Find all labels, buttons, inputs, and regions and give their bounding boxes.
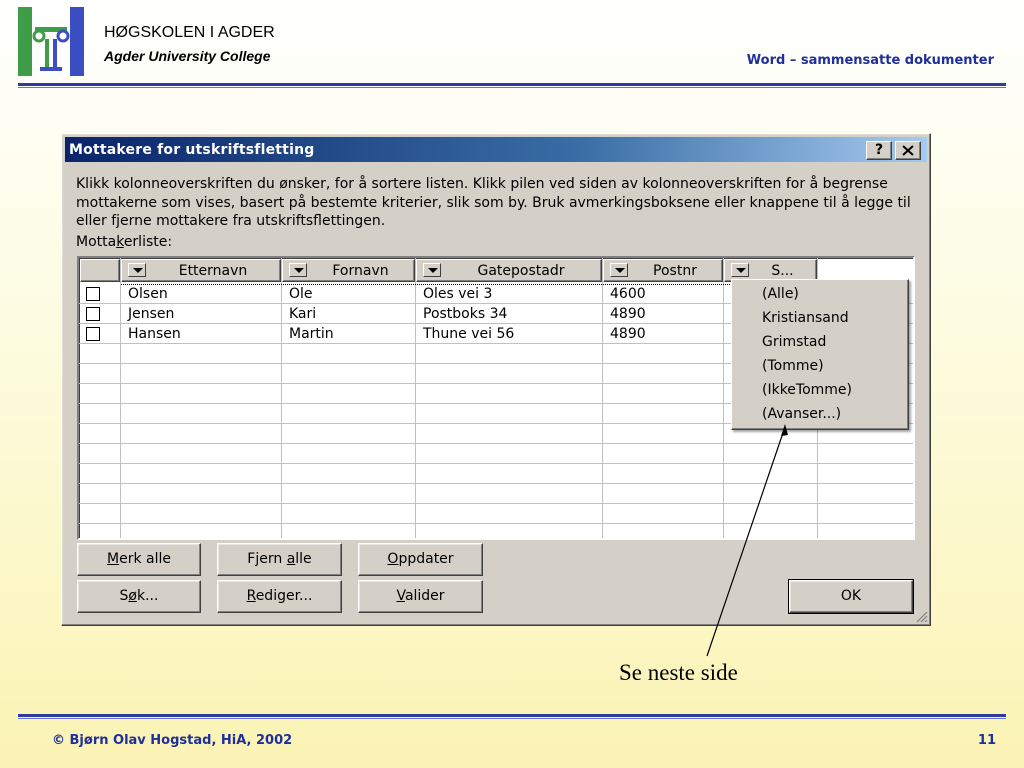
filter-dropdown-menu[interactable] bbox=[731, 279, 909, 430]
dialog-titlebar[interactable] bbox=[65, 137, 927, 162]
filter-arrow-icon[interactable] bbox=[731, 263, 749, 277]
close-button[interactable] bbox=[895, 141, 921, 160]
filter-option-grimstad[interactable]: Grimstad bbox=[762, 334, 827, 350]
cell-postnr: 4890 bbox=[610, 306, 646, 322]
column-header-gatepostadr[interactable]: Gatepostadr bbox=[416, 259, 602, 282]
school-name: HØGSKOLEN I AGDER bbox=[104, 24, 275, 41]
filter-option-kristiansand[interactable]: Kristiansand bbox=[762, 310, 849, 326]
cell-gatepostadr: Oles vei 3 bbox=[423, 286, 493, 302]
filter-arrow-icon[interactable] bbox=[128, 263, 146, 277]
instructions-text: Klikk kolonneoverskriften du ønsker, for å sortere listen. Klikk pilen ved siden av kolonneoverskriften for å begrense mottakerne som vises, basert på bestemte kriterier, slik som by. Bruk avmerkingsboksene eller knappene til å legge til eller fjerne mottakere fra utskriftsflettingen. bbox=[76, 176, 911, 229]
footer-copyright: © Bjørn Olav Hogstad, HiA, 2002 bbox=[52, 733, 293, 748]
cell-fornavn: Ole bbox=[289, 286, 313, 302]
cell-etternavn: Hansen bbox=[128, 326, 181, 342]
school-subtitle: Agder University College bbox=[104, 48, 271, 64]
page-number: 11 bbox=[977, 733, 996, 748]
filter-option-alle[interactable]: (Alle) bbox=[762, 286, 799, 302]
valider-button[interactable]: Valider bbox=[358, 580, 483, 613]
cell-gatepostadr: Thune vei 56 bbox=[423, 326, 515, 342]
recipient-checkbox[interactable] bbox=[86, 287, 100, 301]
header-rule bbox=[18, 83, 1006, 89]
filter-option-ikketomme[interactable]: (IkkeTomme) bbox=[762, 382, 853, 398]
merk-alle-button[interactable]: Merk alle bbox=[77, 543, 201, 576]
oppdater-button[interactable]: Oppdater bbox=[358, 543, 483, 576]
column-header-postnr[interactable]: Postnr bbox=[603, 259, 723, 282]
rediger-button[interactable]: Rediger... bbox=[217, 580, 342, 613]
cell-gatepostadr: Postboks 34 bbox=[423, 306, 508, 322]
cell-etternavn: Olsen bbox=[128, 286, 168, 302]
recipient-list-label: Mottakerliste: bbox=[76, 234, 173, 250]
recipient-checkbox[interactable] bbox=[86, 327, 100, 341]
select-column-header[interactable] bbox=[80, 259, 120, 282]
annotation-text: Se neste side bbox=[619, 660, 738, 685]
column-header-etternavn[interactable]: Etternavn bbox=[121, 259, 281, 282]
footer-rule bbox=[18, 714, 1006, 720]
ok-button[interactable]: OK bbox=[789, 580, 913, 613]
close-icon bbox=[902, 145, 914, 156]
column-header-fornavn[interactable]: Fornavn bbox=[282, 259, 415, 282]
cell-fornavn: Martin bbox=[289, 326, 334, 342]
sok-button[interactable]: Søk... bbox=[77, 580, 201, 613]
filter-option-avanser[interactable]: (Avanser...) bbox=[762, 406, 842, 422]
recipient-checkbox[interactable] bbox=[86, 307, 100, 321]
filter-arrow-icon[interactable] bbox=[423, 263, 441, 277]
cell-postnr: 4890 bbox=[610, 326, 646, 342]
dialog-title: Mottakere for utskriftsfletting bbox=[69, 142, 315, 158]
resize-grip-icon[interactable] bbox=[914, 609, 928, 623]
cell-fornavn: Kari bbox=[289, 306, 317, 322]
cell-etternavn: Jensen bbox=[128, 306, 175, 322]
filter-arrow-icon[interactable] bbox=[610, 263, 628, 277]
slide-topic: Word – sammensatte dokumenter bbox=[746, 53, 994, 68]
help-button[interactable]: ? bbox=[866, 141, 892, 160]
fjern-alle-button[interactable]: Fjern alle bbox=[217, 543, 342, 576]
filter-option-tomme[interactable]: (Tomme) bbox=[762, 358, 824, 374]
filter-arrow-icon[interactable] bbox=[289, 263, 307, 277]
column-header-sted[interactable]: S... bbox=[724, 259, 817, 282]
school-logo bbox=[18, 7, 84, 76]
cell-postnr: 4600 bbox=[610, 286, 646, 302]
